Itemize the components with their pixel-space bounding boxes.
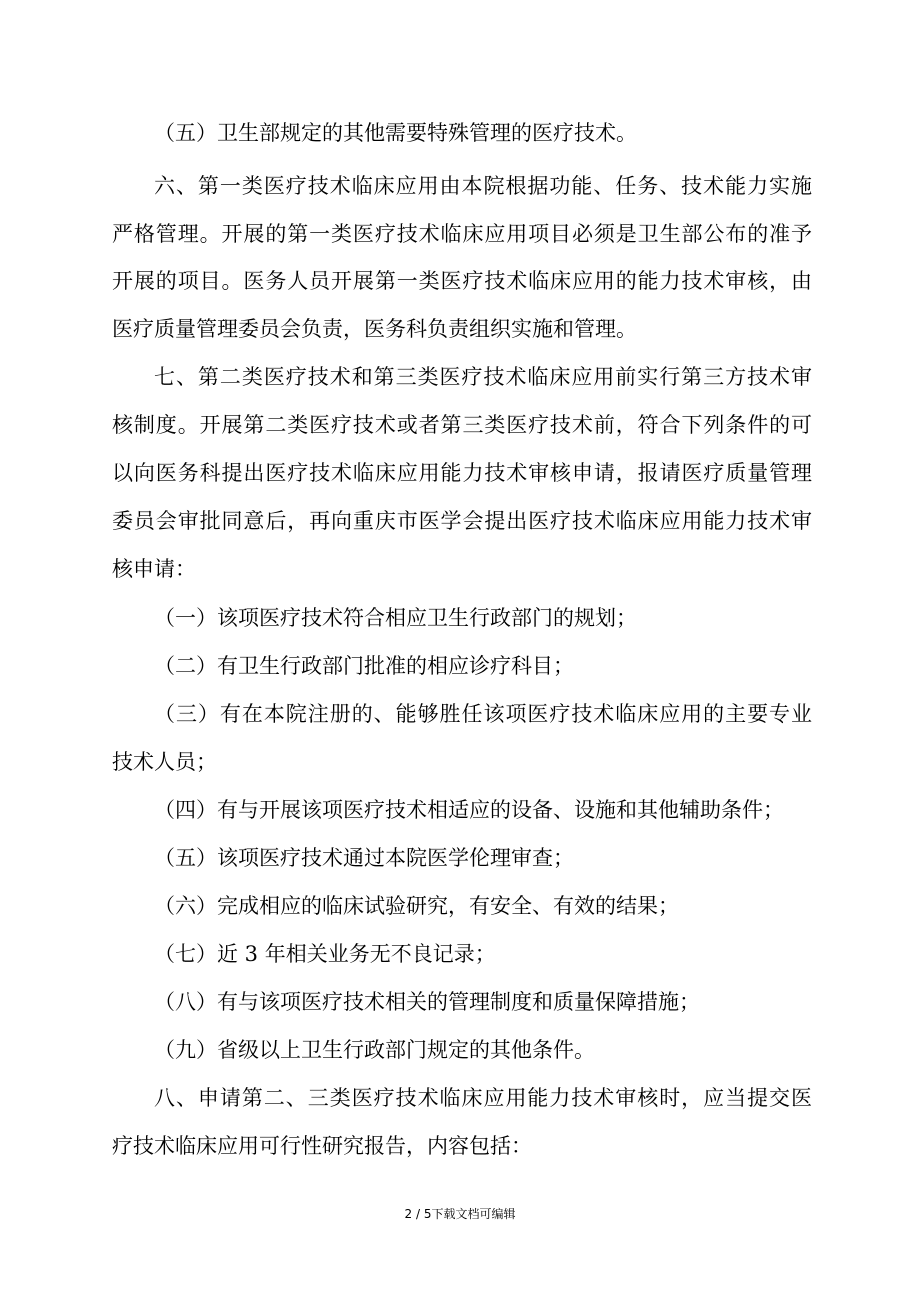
list-item: （二）有卫生行政部门批准的相应诊疗科目； (154, 654, 574, 678)
paragraph-line: 委员会审批同意后，再向重庆市医学会提出医疗技术临床应用能力技术审 (112, 509, 812, 533)
list-item: （九）省级以上卫生行政部门规定的其他条件。 (154, 1038, 595, 1062)
paragraph-line: 严格管理。开展的第一类医疗技术临床应用项目必须是卫生部公布的准予 (112, 222, 812, 246)
paragraph-line: 开展的项目。医务人员开展第一类医疗技术临床应用的能力技术审核，由 (112, 269, 812, 293)
paragraph-line: 核制度。开展第二类医疗技术或者第三类医疗技术前，符合下列条件的可 (112, 413, 812, 437)
paragraph-line: 核申请： (112, 557, 196, 581)
paragraph-line: 医疗质量管理委员会负责，医务科负责组织实施和管理。 (112, 317, 637, 341)
list-item: （六）完成相应的临床试验研究，有安全、有效的结果； (154, 894, 679, 918)
paragraph-line: 八、申请第二、三类医疗技术临床应用能力技术审核时，应当提交医 (154, 1086, 812, 1110)
paragraph-line: 七、第二类医疗技术和第三类医疗技术临床应用前实行第三方技术审 (154, 365, 812, 389)
paragraph-line: 以向医务科提出医疗技术临床应用能力技术审核申请，报请医疗质量管理 (112, 461, 812, 485)
list-item: （八）有与该项医疗技术相关的管理制度和质量保障措施； (154, 990, 700, 1014)
list-item: （七）近 3 年相关业务无不良记录； (154, 942, 496, 966)
paragraph-line: 六、第一类医疗技术临床应用由本院根据功能、任务、技术能力实施 (154, 174, 812, 198)
list-item-continuation: 技术人员； (112, 750, 217, 774)
paragraph-line: （五）卫生部规定的其他需要特殊管理的医疗技术。 (154, 121, 637, 145)
list-item: （一）该项医疗技术符合相应卫生行政部门的规划； (154, 606, 637, 630)
list-item: （四）有与开展该项医疗技术相适应的设备、设施和其他辅助条件； (154, 798, 784, 822)
list-item: （三）有在本院注册的、能够胜任该项医疗技术临床应用的主要专业 (154, 702, 812, 726)
page-footer: 2 / 5下载文档可编辑 (404, 1207, 516, 1221)
list-item: （五）该项医疗技术通过本院医学伦理审查； (154, 846, 574, 870)
paragraph-line: 疗技术临床应用可行性研究报告，内容包括： (112, 1134, 532, 1158)
